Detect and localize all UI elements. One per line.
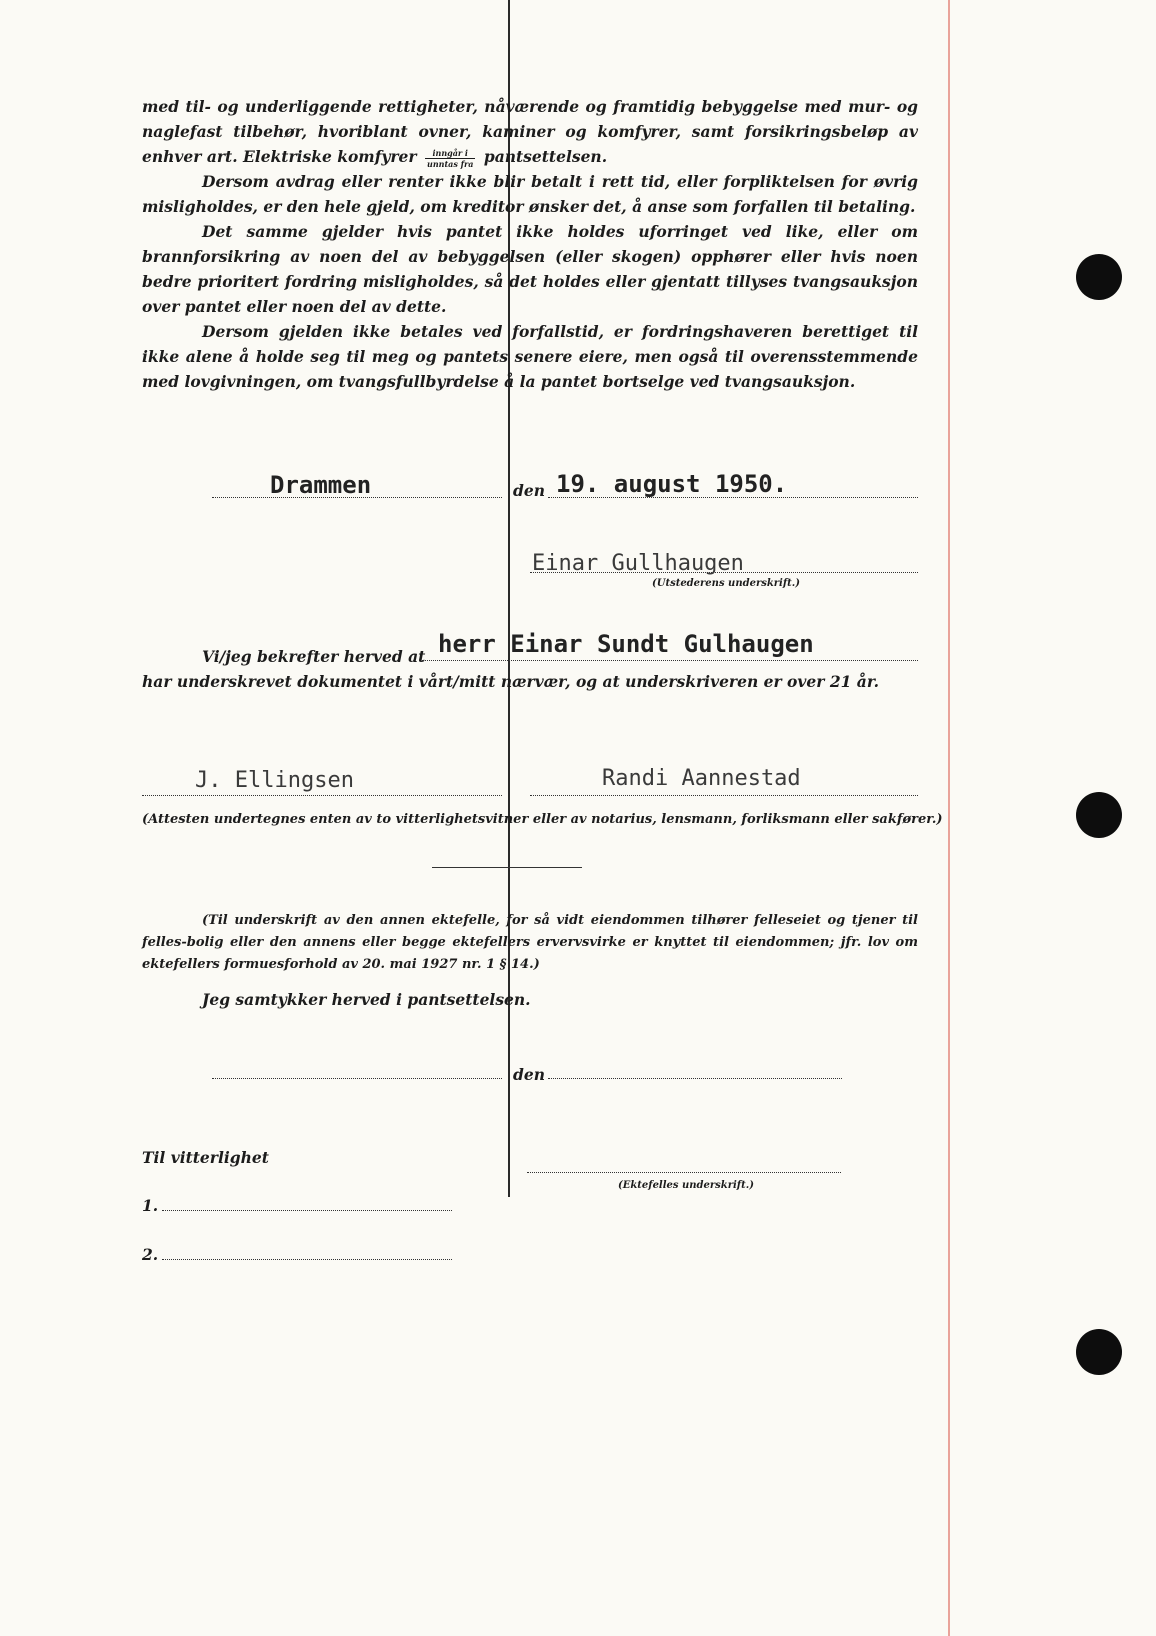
date-value: 19. august 1950. [556, 470, 788, 498]
issuer-signature: Einar Gullhaugen [532, 551, 744, 576]
den-label: den [513, 481, 545, 500]
vitterlighet-label: Til vitterlighet [142, 1148, 269, 1167]
spouse-note: (Til underskrift av den annen ektefelle, for så vidt eiendommen tilhører felleseiet og tjener til felles-bolig eller den annens eller begge ektefellers ervervsvirke er knyttet til eiendommen; jfr. lov om ektefellers formuesforhold av 20. mai 1927 nr. 1 § 14.) [142, 913, 918, 972]
spouse-consent: Jeg samtykker herved i pantsettelsen. [202, 990, 531, 1009]
vitterlighet-2-line [162, 1259, 452, 1260]
paragraph-1: med til- og underliggende rettigheter, nåværende og framtidig bebyggelse med mur- og naglefast tilbehør, hvoriblant ovner, kaminer og komfyrer, samt forsikringsbeløp av enhver art. Elektriske komfyrer $\frac{\text{inngår i}}{\text{unntas fra}}$ pantsettelsen. [142, 97, 918, 169]
paragraph-3: Det samme gjelder hvis pantet ikke holdes uforringet ved like, eller om brannforsikring av noen del av bebyggelsen (eller skogen) opphører eller hvis noen bedre prioritert fordring misligholdes, så det holdes eller gjentatt tillyses tvangsauksjon over pantet eller noen del av dette. [142, 222, 918, 316]
certification-prefix: Vi/jeg bekrefter herved at [202, 647, 426, 666]
paragraph-2: Dersom avdrag eller renter ikke blir betalt i rett tid, eller forpliktelsen for øvrig misligholdes, er den hele gjeld, om kreditor ønsker det, å anse som forfallen til betaling. [142, 172, 918, 216]
margin-rule [948, 0, 950, 1636]
issuer-caption: (Utstederens underskrift.) [652, 578, 800, 589]
inngar-unntas-fraction: $\frac{\text{inngår i}}{\text{unntas fra}}$ [427, 147, 474, 169]
spouse-signature-line [527, 1172, 841, 1173]
witness-2-line [530, 795, 918, 796]
issuer-signature-line [530, 572, 918, 573]
section-divider [432, 867, 582, 868]
legal-text [142, 94, 918, 394]
spouse-place-line [212, 1078, 502, 1079]
spouse-date-line [548, 1078, 842, 1079]
witness-2-signature: Randi Aannestad [602, 766, 801, 791]
spouse-caption: (Ektefelles underskrift.) [618, 1180, 754, 1191]
place-value: Drammen [270, 471, 372, 499]
certified-person-line [422, 660, 918, 661]
spouse-den-label: den [513, 1065, 545, 1084]
vitterlighet-1-label: 1. [142, 1196, 159, 1215]
witness-note: (Attesten undertegnes enten av to vitterlighetsvitner eller av notarius, lensmann, forliksmann eller sakfører.) [142, 812, 943, 827]
witness-1-signature: J. Ellingsen [195, 768, 354, 793]
punch-hole-middle [1076, 792, 1122, 838]
punch-hole-bottom [1076, 1329, 1122, 1375]
vitterlighet-2-label: 2. [142, 1245, 159, 1264]
vitterlighet-1-line [162, 1210, 452, 1211]
witness-1-line [142, 795, 502, 796]
certified-person-name: herr Einar Sundt Gulhaugen [438, 630, 814, 658]
certification-statement: har underskrevet dokumentet i vårt/mitt nærvær, og at underskriveren er over 21 år. [142, 672, 879, 691]
paragraph-4: Dersom gjelden ikke betales ved forfallstid, er fordringshaveren berettiget til ikke alene å holde seg til meg og pantets senere eiere, men også til overensstemmende med lovgivningen, om tvangsfullbyrdelse å la pantet bortselge ved tvangsauksjon. [142, 322, 918, 391]
punch-hole-top [1076, 254, 1122, 300]
